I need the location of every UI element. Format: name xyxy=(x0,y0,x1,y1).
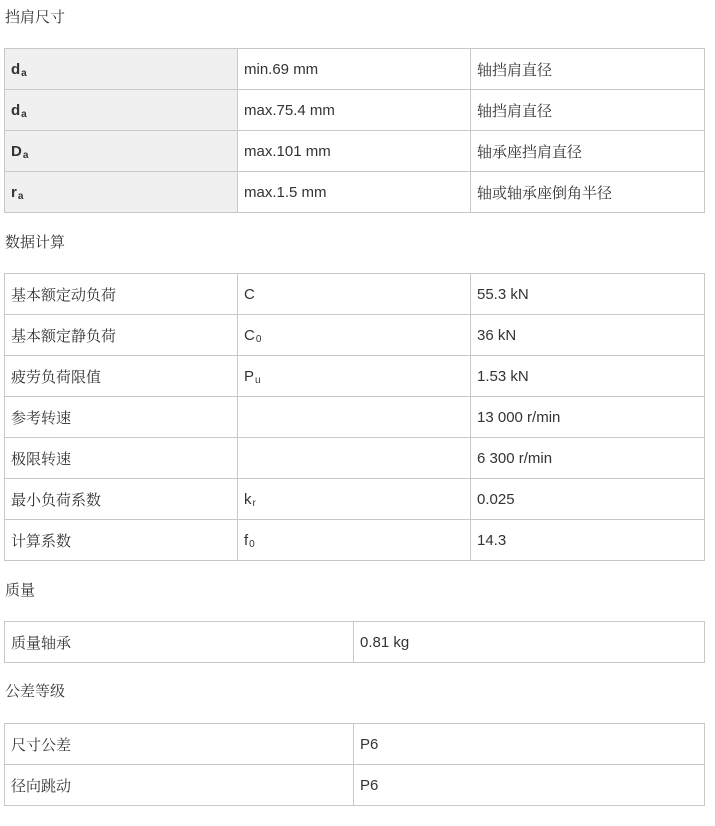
label-cell: 径向跳动 xyxy=(5,765,354,806)
value-cell: 55.3 kN xyxy=(471,274,705,315)
symbol-cell: kr xyxy=(238,479,471,520)
description-cell: 轴承座挡肩直径 xyxy=(471,131,705,172)
table-row xyxy=(5,724,705,765)
table-row xyxy=(5,622,705,663)
table-row xyxy=(5,765,705,806)
value-cell: 0.025 xyxy=(471,479,705,520)
value-cell: 13 000 r/min xyxy=(471,397,705,438)
symbol-cell: ra xyxy=(5,172,238,213)
mass-table xyxy=(4,621,705,663)
table-row xyxy=(5,274,705,315)
value-cell: 6 300 r/min xyxy=(471,438,705,479)
calculation-table xyxy=(4,273,705,561)
section-title-mass: 质量 xyxy=(5,582,36,599)
symbol-cell: C xyxy=(238,274,471,315)
label-cell: 计算系数 xyxy=(5,520,238,561)
value-cell: 0.81 kg xyxy=(354,622,705,663)
abutment-table xyxy=(4,48,705,213)
table-row xyxy=(5,520,705,561)
section-title-tolerance: 公差等级 xyxy=(5,683,66,700)
symbol-cell: da xyxy=(5,90,238,131)
value-cell: max.75.4 mm xyxy=(238,90,471,131)
label-cell: 尺寸公差 xyxy=(5,724,354,765)
symbol-cell: Pu xyxy=(238,356,471,397)
symbol-cell: Da xyxy=(5,131,238,172)
table-row xyxy=(5,315,705,356)
symbol-cell xyxy=(238,438,471,479)
symbol-cell: da xyxy=(5,49,238,90)
symbol-cell: f0 xyxy=(238,520,471,561)
value-cell: 14.3 xyxy=(471,520,705,561)
description-cell: 轴挡肩直径 xyxy=(471,90,705,131)
description-cell: 轴挡肩直径 xyxy=(471,49,705,90)
label-cell: 基本额定动负荷 xyxy=(5,274,238,315)
value-cell: min.69 mm xyxy=(238,49,471,90)
value-cell: 36 kN xyxy=(471,315,705,356)
table-row xyxy=(5,397,705,438)
value-cell: 1.53 kN xyxy=(471,356,705,397)
label-cell: 质量轴承 xyxy=(5,622,354,663)
symbol-cell: C0 xyxy=(238,315,471,356)
table-row xyxy=(5,131,705,172)
label-cell: 最小负荷系数 xyxy=(5,479,238,520)
value-cell: max.101 mm xyxy=(238,131,471,172)
tolerance-table xyxy=(4,723,705,806)
table-row xyxy=(5,356,705,397)
value-cell: P6 xyxy=(354,724,705,765)
label-cell: 疲劳负荷限值 xyxy=(5,356,238,397)
section-title-abutment: 挡肩尺寸 xyxy=(5,9,66,26)
label-cell: 参考转速 xyxy=(5,397,238,438)
label-cell: 极限转速 xyxy=(5,438,238,479)
label-cell: 基本额定静负荷 xyxy=(5,315,238,356)
table-row xyxy=(5,438,705,479)
table-row xyxy=(5,90,705,131)
value-cell: P6 xyxy=(354,765,705,806)
description-cell: 轴或轴承座倒角半径 xyxy=(471,172,705,213)
table-row xyxy=(5,49,705,90)
symbol-cell xyxy=(238,397,471,438)
table-row xyxy=(5,172,705,213)
table-row xyxy=(5,479,705,520)
value-cell: max.1.5 mm xyxy=(238,172,471,213)
section-title-calculation: 数据计算 xyxy=(5,234,66,251)
